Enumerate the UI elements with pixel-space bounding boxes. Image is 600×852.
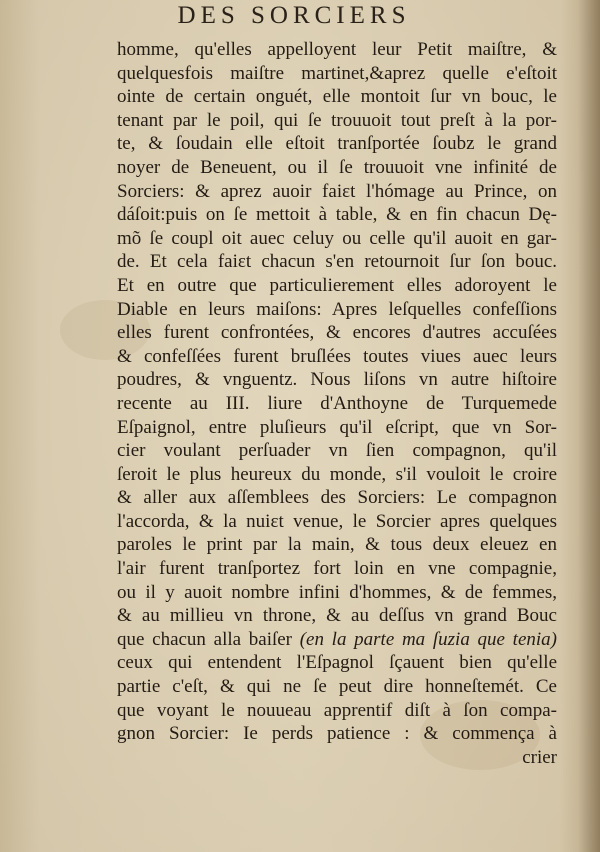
text-line: Diable en leurs maiſons: Apres leſquelles confeſſions xyxy=(117,298,557,320)
text-line: tenant par le poil, qui ſe trouuoit tout preſt à la por- xyxy=(117,109,557,131)
running-head: DES SORCIERS xyxy=(177,2,411,29)
catchword: crier xyxy=(522,746,557,768)
text-line: partie c'eſt, & qui ne ſe peut dire honneſtemét. Ce xyxy=(117,676,557,698)
text-line: Eſpaignol, entre pluſieurs qu'il eſcript, que vn Sor- xyxy=(117,416,557,438)
text-line: recente au III. liure d'Anthoyne de Turquemede xyxy=(117,392,557,414)
text-block xyxy=(117,38,557,769)
text-line: homme, qu'elles appelloyent leur Petit maiſtre, & xyxy=(117,39,557,60)
text-line: Sorciers: & aprez auoir faiɛt l'hómage au Prince, on xyxy=(117,180,557,202)
text-line: & aller aux aſſemblees des Sorciers: Le compagnon xyxy=(117,487,557,509)
text-line: & confeſſées furent bruſlées toutes viues auec leurs xyxy=(117,345,557,367)
text-line: quelquesfois maiſtre martinet,&aprez quelle e'eſtoit xyxy=(117,62,557,84)
text-line: & au millieu vn throne, & au deſſus vn grand Bouc xyxy=(117,605,557,627)
text-line: poudres, & vnguentz. Nous liſons vn autre hiſtoire xyxy=(117,369,557,391)
text-line: ceux qui entendent l'Eſpagnol ſçauent bien qu'elle xyxy=(117,652,557,674)
text-line: l'air furent tranſportez fort loin en vne compagnie, xyxy=(117,558,557,580)
text-line: mõ ſe coupl oit auec celuy ou celle qu'il auoit en gar- xyxy=(117,227,557,249)
text-line-start: que chacun alla baiſer xyxy=(117,628,293,650)
text-line: ou il y auoit nombre infini d'hommes, & de femmes, xyxy=(117,581,557,603)
text-line: ointe de certain onguét, elle montoit ſur vn bouc, le xyxy=(117,86,557,108)
text-line: te, & ſoudain elle eſtoit tranſportée ſoubz le grand xyxy=(117,133,557,155)
text-line: elles furent confrontées, & encores d'autres accuſées xyxy=(117,322,557,344)
gutter-shadow xyxy=(578,0,600,852)
spanish-aside: (en la parte ma ſuzia que tenia) xyxy=(299,628,557,650)
text-line-with-aside xyxy=(117,628,557,652)
text-line: paroles le print par la main, & tous deux eleuez en xyxy=(117,534,557,556)
text-line: de. Et cela faiɛt chacun s'en retournoit ſur ſon bouc. xyxy=(117,251,557,273)
text-line: noyer de Beneuent, ou il ſe trouuoit vne infinité de xyxy=(117,156,557,178)
text-line: dáſoit:puis on ſe mettoit à table, & en fin chacun Dę- xyxy=(117,204,557,226)
text-line: que voyant le nouueau apprentif diſt à ſon compa- xyxy=(117,699,557,721)
text-line: ſeroit le plus heureux du monde, s'il vouloit le croire xyxy=(117,463,557,485)
text-line: Et en outre que particulierement elles adoroyent le xyxy=(117,274,557,296)
text-line: cier voulant perſuader vn ſien compagnon, qu'il xyxy=(117,440,557,462)
text-line: l'accorda, & la nuiɛt venue, le Sorcier apres quelques xyxy=(117,510,557,532)
text-line: gnon Sorcier: Ie perds patience : & commença à xyxy=(117,723,557,745)
